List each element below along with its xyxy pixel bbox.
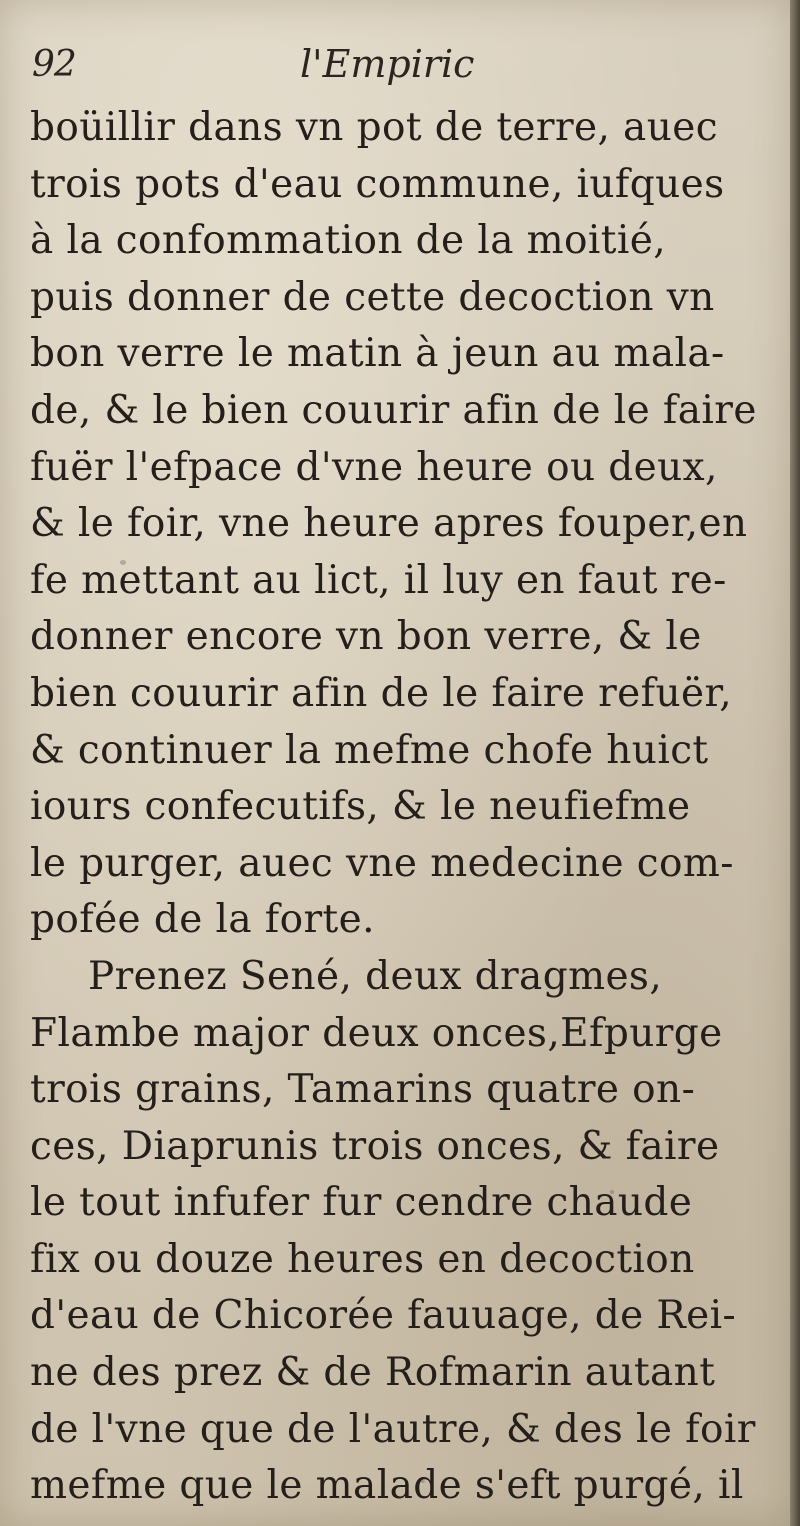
text-line: trois grains, Tamarins quatre on- <box>30 1067 696 1113</box>
paragraph-start-line: Prenez Sené, deux dragmes, <box>88 953 663 999</box>
text-line: trois pots d'eau commune, iufques <box>30 161 725 207</box>
running-head: l'Empiric <box>300 42 475 86</box>
page-number: 92 <box>32 44 76 85</box>
text-line: donner encore vn bon verre, & le <box>30 614 702 660</box>
text-line: boüillir dans vn pot de terre, auec <box>30 105 718 150</box>
page-edge-shadow <box>790 0 800 1526</box>
text-line: ne des prez & de Rofmarin autant <box>30 1350 716 1396</box>
text-line: à la confommation de la moitié, <box>30 218 666 264</box>
paper-speck <box>420 1480 425 1483</box>
page-header <box>0 40 790 90</box>
text-line: mefme que le malade s'eft purgé, il <box>30 1463 744 1509</box>
text-line: fix ou douze heures en decoction <box>30 1236 695 1282</box>
text-line: fe mettant au lict, il luy en faut re- <box>30 557 727 603</box>
text-line: iours confecutifs, & le neufiefme <box>30 784 691 830</box>
text-line: de l'vne que de l'autre, & des le foir <box>30 1406 756 1452</box>
text-line: ces, Diaprunis trois onces, & faire <box>30 1123 720 1169</box>
text-line: le purger, auec vne medecine com- <box>30 840 734 886</box>
text-line: fuër l'efpace d'vne heure ou deux, <box>30 444 718 490</box>
text-line: & le foir, vne heure apres fouper,en <box>30 501 748 547</box>
text-line: puis donner de cette decoction vn <box>30 274 715 320</box>
text-line: bon verre le matin à jeun au mala- <box>30 331 725 377</box>
text-line: le tout infufer fur cendre chaude <box>30 1180 693 1226</box>
text-line: de, & le bien couurir afin de le faire <box>30 387 757 433</box>
body-text <box>30 100 770 1515</box>
text-line: & continuer la mefme chofe huict <box>30 727 709 773</box>
text-line: Flambe major deux onces,Efpurge <box>30 1010 723 1056</box>
paper-speck <box>610 1190 614 1194</box>
text-line: bien couurir afin de le faire refuër, <box>30 670 733 716</box>
paper-speck <box>120 560 126 565</box>
text-line: pofée de la forte. <box>30 897 375 943</box>
text-line: d'eau de Chicorée fauuage, de Rei- <box>30 1293 737 1339</box>
